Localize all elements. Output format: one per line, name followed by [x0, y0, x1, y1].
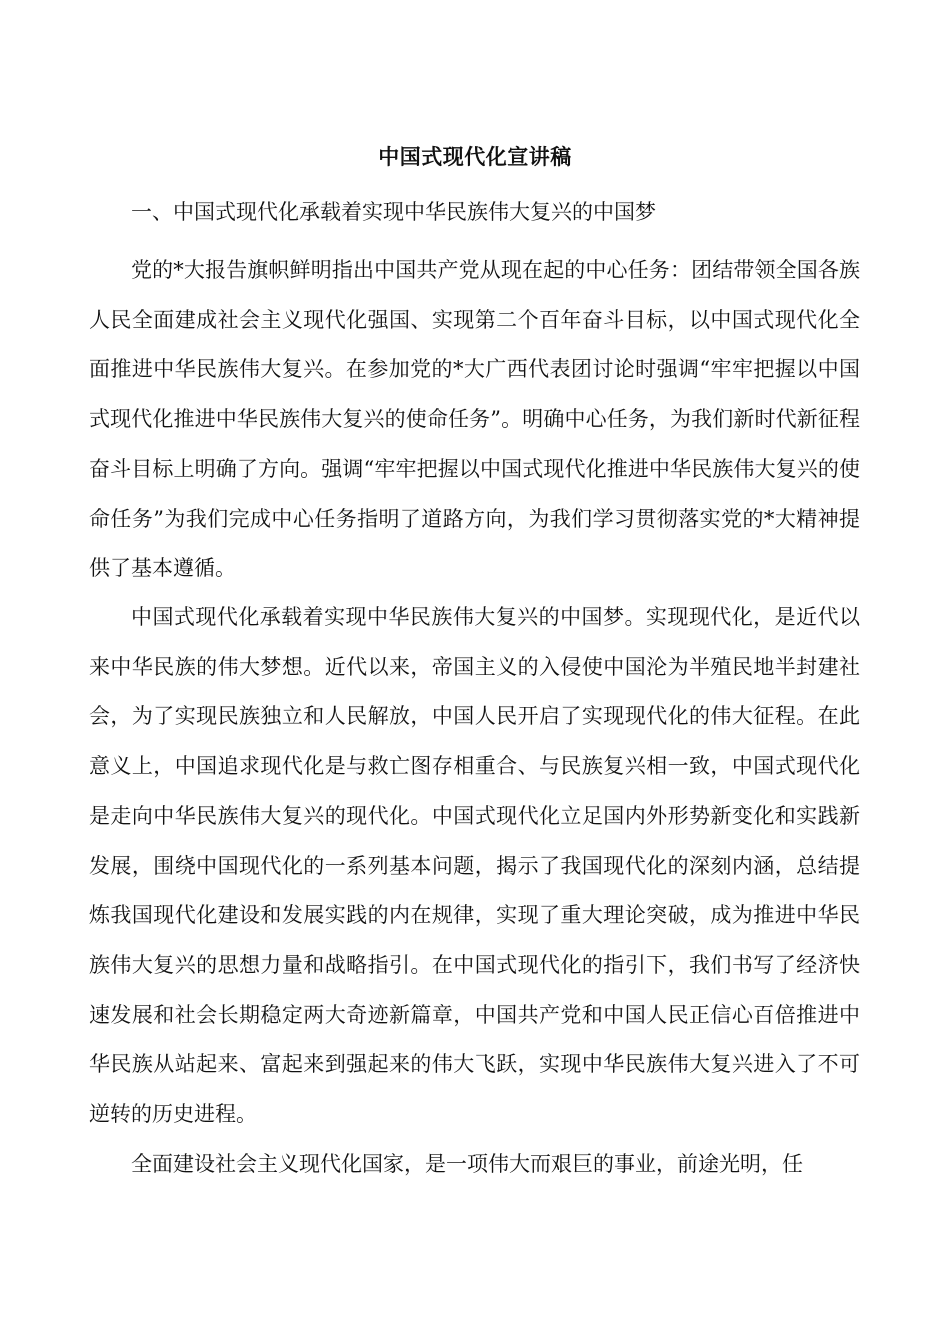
paragraph-1: 党的*大报告旗帜鲜明指出中国共产党从现在起的中心任务：团结带领全国各族人民全面建成社会主义现代化强国、实现第二个百年奋斗目标，以中国式现代化全面推进中华民族伟大复兴。在参加党的*大广西代表团讨论时强调“牢牢把握以中国式现代化推进中华民族伟大复兴的使命任务”。明确中心任务，为我们新时代新征程奋斗目标上明确了方向。强调“牢牢把握以中国式现代化推进中华民族伟大复兴的使命任务”为我们完成中心任务指明了道路方向，为我们学习贯彻落实党的*大精神提供了基本遵循。 [89, 258, 860, 581]
paragraph-3: 全面建设社会主义现代化国家，是一项伟大而艰巨的事业，前途光明，任 [131, 1152, 803, 1176]
section-heading: 一、中国式现代化承载着实现中华民族伟大复兴的中国梦 [131, 200, 656, 224]
document-title: 中国式现代化宣讲稿 [378, 144, 572, 169]
paragraph-2: 中国式现代化承载着实现中华民族伟大复兴的中国梦。实现现代化，是近代以来中华民族的伟大梦想。近代以来，帝国主义的入侵使中国沦为半殖民地半封建社会，为了实现民族独立和人民解放，中国人民开启了实现现代化的伟大征程。在此意义上，中国追求现代化是与救亡图存相重合、与民族复兴相一致，中国式现代化是走向中华民族伟大复兴的现代化。中国式现代化立足国内外形势新变化和实践新发展，围绕中国现代化的一系列基本问题，揭示了我国现代化的深刻内涵，总结提炼我国现代化建设和发展实践的内在规律，实现了重大理论突破，成为推进中华民族伟大复兴的思想力量和战略指引。在中国式现代化的指引下，我们书写了经济快速发展和社会长期稳定两大奇迹新篇章，中国共产党和中国人民正信心百倍推进中华民族从站起来、富起来到强起来的伟大飞跃，实现中华民族伟大复兴进入了不可逆转的历史进程。 [89, 605, 860, 1127]
